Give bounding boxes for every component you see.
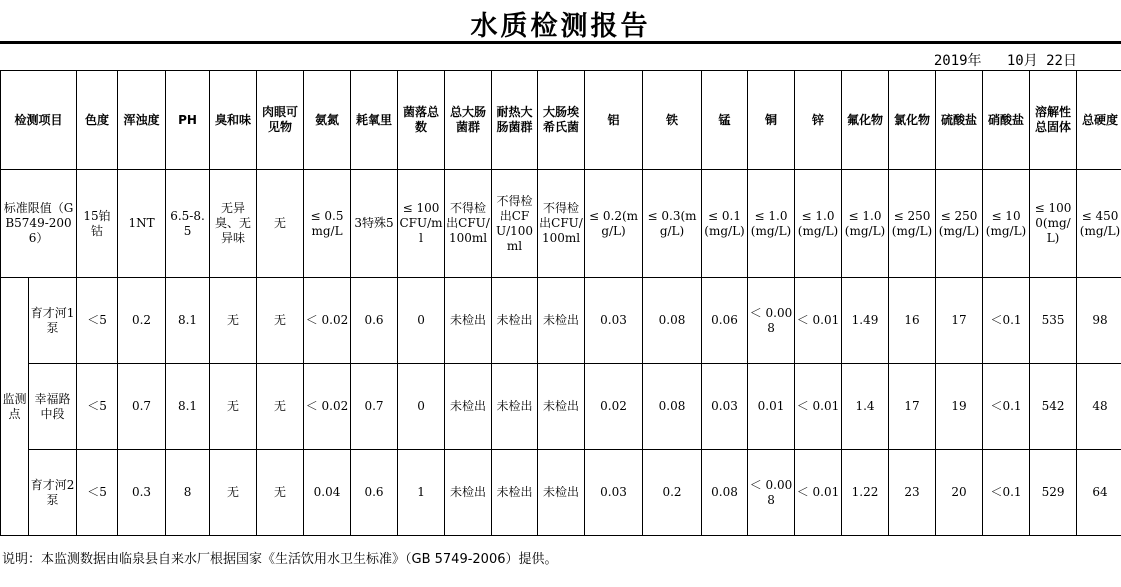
header-tds: 溶解性总固体 [1030,71,1077,170]
standard-row [1,170,1121,278]
table-cell: 0.03 [585,278,643,364]
table-cell: 0.2 [643,450,702,536]
table-cell: 未检出 [492,364,538,450]
header-manganese: 锰 [702,71,748,170]
table-cell: 1.4 [842,364,889,450]
monitoring-point-label: 监测点 [1,278,29,536]
table-cell: 0.3 [118,450,166,536]
table-cell: 未检出 [538,450,585,536]
header-colony-count: 菌落总数 [398,71,445,170]
table-cell: ≤ 0.3(mg/L) [643,170,702,278]
table-cell: 8 [166,450,210,536]
header-hardness: 总硬度 [1077,71,1121,170]
table-cell: 未检出 [538,364,585,450]
table-cell: ＜5 [77,364,118,450]
table-cell: 0.04 [304,450,351,536]
header-e-coli: 大肠埃希氏菌 [538,71,585,170]
table-cell: 0.7 [118,364,166,450]
table-cell: 不得检出CFU/100ml [445,170,492,278]
table-cell: 20 [936,450,983,536]
standard-label: 标准限值（GB5749-2006） [1,170,77,278]
table-cell: 8.1 [166,278,210,364]
header-aluminum: 铝 [585,71,643,170]
table-cell: ≤ 0.5mg/L [304,170,351,278]
table-cell: 15铂钴 [77,170,118,278]
table-cell: 19 [936,364,983,450]
table-cell: ≤ 1.0(mg/L) [842,170,889,278]
header-ph: PH [166,71,210,170]
table-cell: 3特殊5 [351,170,398,278]
table-cell: 0.08 [643,278,702,364]
table-cell: 0.03 [702,364,748,450]
table-cell: 98 [1077,278,1121,364]
header-thermotolerant-coliform: 耐热大肠菌群 [492,71,538,170]
report-date: 2019年 10月 22日 [933,53,1077,69]
table-cell: 1NT [118,170,166,278]
header-visible-matter: 肉眼可见物 [257,71,304,170]
table-cell: 0.6 [351,278,398,364]
table-cell: 0.2 [118,278,166,364]
table-cell: 不得检出CFU/100ml [538,170,585,278]
table-cell: ＜ 0.02 [304,364,351,450]
table-cell: ≤ 10(mg/L) [983,170,1030,278]
site-name: 育才河1泵 [29,278,77,364]
table-cell: 0.08 [643,364,702,450]
header-ammonia: 氨氮 [304,71,351,170]
table-cell: 0.08 [702,450,748,536]
table-cell: ＜0.1 [983,364,1030,450]
table-cell: ≤ 1.0(mg/L) [748,170,795,278]
water-quality-table [0,70,1121,536]
table-cell: ＜0.1 [983,450,1030,536]
table-cell: ≤ 250(mg/L) [936,170,983,278]
header-copper: 铜 [748,71,795,170]
table-row [1,278,1121,364]
header-sulfate: 硫酸盐 [936,71,983,170]
table-cell: 未检出 [492,278,538,364]
table-cell: 无 [257,278,304,364]
table-cell: ＜ 0.02 [304,278,351,364]
site-name: 幸福路中段 [29,364,77,450]
table-cell: 无异臭、无异味 [210,170,257,278]
header-row [1,71,1121,170]
table-cell: 0.7 [351,364,398,450]
table-cell: 0.01 [748,364,795,450]
table-cell: ≤ 0.1(mg/L) [702,170,748,278]
table-cell: ≤ 100CFU/ml [398,170,445,278]
table-cell: ＜ 0.008 [748,450,795,536]
header-chroma: 色度 [77,71,118,170]
table-cell: 17 [936,278,983,364]
table-cell: 未检出 [445,364,492,450]
table-cell: 0.06 [702,278,748,364]
header-turbidity: 浑浊度 [118,71,166,170]
header-odor: 臭和味 [210,71,257,170]
table-cell: 8.1 [166,364,210,450]
header-iron: 铁 [643,71,702,170]
header-item: 检测项目 [1,71,77,170]
table-row [1,364,1121,450]
table-cell: 无 [257,450,304,536]
table-cell: 无 [210,364,257,450]
table-cell: 542 [1030,364,1077,450]
table-cell: 1.22 [842,450,889,536]
header-oxygen-consumption: 耗氧里 [351,71,398,170]
table-cell: ＜ 0.01 [795,364,842,450]
table-cell: 未检出 [445,278,492,364]
table-cell: 64 [1077,450,1121,536]
table-cell: 16 [889,278,936,364]
table-cell: 0.6 [351,450,398,536]
table-cell: 529 [1030,450,1077,536]
table-cell: ＜5 [77,450,118,536]
report-title: 水质检测报告 [470,11,651,42]
table-cell: ≤ 1.0(mg/L) [795,170,842,278]
table-row [1,450,1121,536]
header-nitrate: 硝酸盐 [983,71,1030,170]
footnote: 说明：本监测数据由临泉县自来水厂根据国家《生活饮用水卫生标准》（GB 5749-2006）提供。 [2,552,558,567]
table-cell: ＜ 0.01 [795,278,842,364]
table-cell: ≤ 1000(mg/L) [1030,170,1077,278]
table-cell: 未检出 [492,450,538,536]
table-cell: ＜5 [77,278,118,364]
table-cell: 不得检出CFU/100ml [492,170,538,278]
table-cell: 1 [398,450,445,536]
table-cell: 6.5-8.5 [166,170,210,278]
table-cell: 48 [1077,364,1121,450]
site-name: 育才河2泵 [29,450,77,536]
header-chloride: 氯化物 [889,71,936,170]
table-cell: 无 [210,450,257,536]
table-cell: ＜ 0.008 [748,278,795,364]
table-cell: ＜ 0.01 [795,450,842,536]
table-cell: 无 [257,364,304,450]
table-cell: 1.49 [842,278,889,364]
table-cell: 无 [210,278,257,364]
table-cell: 0 [398,364,445,450]
table-cell: ≤ 450(mg/L) [1077,170,1121,278]
table-cell: 未检出 [445,450,492,536]
header-zinc: 锌 [795,71,842,170]
header-fluoride: 氟化物 [842,71,889,170]
table-cell: 0 [398,278,445,364]
table-cell: ≤ 250(mg/L) [889,170,936,278]
title-divider [0,41,1121,44]
table-cell: 无 [257,170,304,278]
table-cell: 23 [889,450,936,536]
table-cell: ≤ 0.2(mg/L) [585,170,643,278]
table-cell: 0.03 [585,450,643,536]
table-cell: 17 [889,364,936,450]
table-cell: 0.02 [585,364,643,450]
header-total-coliform: 总大肠菌群 [445,71,492,170]
table-cell: 未检出 [538,278,585,364]
table-cell: ＜0.1 [983,278,1030,364]
table-cell: 535 [1030,278,1077,364]
